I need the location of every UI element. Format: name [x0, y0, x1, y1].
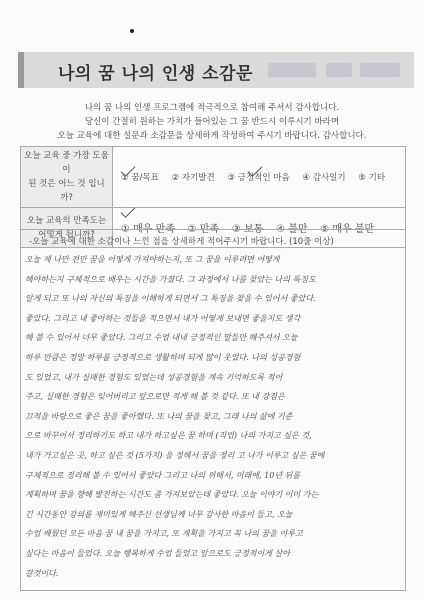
essay-handwritten-line: 해 볼 수 있어서 너무 좋았다. 그리고 수업 내내 긍정적인 말들만 해주셔서 오늘	[25, 333, 298, 343]
page-title: 나의 꿈 나의 인생 소감문	[58, 64, 253, 84]
essay-handwritten-line: 수업 배웠던 모든 마음 꿈 내 꿈을 가지고, 또 계획을 가지고 꼭 나의 꿈을 이루고	[25, 529, 303, 539]
title-bar	[18, 52, 414, 88]
essay-question: -오늘 교육에 대한 소감이나 느낀 점을 상세하게 적어주시기 바랍니다. (10줄 이상)	[29, 237, 334, 247]
essay-box[interactable]	[20, 229, 406, 591]
essay-handwritten-line: 오늘 제 나만 전만 꿈을 어떻게 가져야하는지, 또 그 꿈을 이루려면 어떻게	[25, 255, 280, 264]
option-dream-goal[interactable]: ① 꿈/목표	[121, 173, 159, 183]
option-dissatisfied[interactable]: ④ 불만	[276, 224, 308, 235]
option-very-dissatisfied[interactable]: ⑤ 매우 불만	[320, 224, 375, 235]
essay-handwritten-line: 긴 시간동안 강의를 재미있게 해주신 선생님께 너무 감사한 마음이 들고, 오늘	[25, 509, 293, 519]
question-label-line: 된 것은 어느 것 입니까?	[28, 179, 105, 203]
question-options	[113, 147, 406, 208]
option-positive-mind[interactable]: ③ 긍정적인 마음	[227, 173, 290, 183]
option-gratitude-journal[interactable]: ④ 감사일기	[302, 173, 346, 183]
essay-handwritten-line: 해야하는지 구체적으로 배우는 시간을 가졌다. 그 과정에서 나를 찾았는 나의 특징도	[25, 274, 316, 284]
intro-line: 오늘 교육에 대한 설문과 소감문을 상세하게 작성하여 주시기 바랍니다. 감사합니다.	[57, 131, 367, 141]
redacted-name-block	[268, 63, 316, 77]
redacted-name-block	[360, 63, 400, 77]
option-satisfied[interactable]: ② 만족	[187, 224, 220, 235]
option-very-satisfied[interactable]: ① 매우 만족	[121, 224, 175, 235]
essay-handwritten-line: 갈것이다.	[25, 568, 59, 578]
essay-handwritten-line: 좋았다. 그리고 내 좋아하는 것들을 적으면서 내가 어떻게 보내면 좋을지도 생각	[25, 313, 301, 323]
essay-handwritten-line: 구체적으로 정리해 볼 수 있어서 좋았다 그리고 나의 위해서, 미래에, 10년 뒤를	[25, 470, 301, 480]
option-other[interactable]: ⑤ 기타	[358, 173, 386, 183]
essay-handwritten-line: 하루 만큼은 정말 하루를 긍정적으로 생활하며 되게 많이 웃었다. 나의 성공경험	[25, 353, 301, 362]
essay-handwritten-line: 내가 가고싶은 곳, 하고 싶은 것 (5가지) 을 정해서 꿈을 정리 고 나가 이루고 싶은 꿈에	[25, 451, 325, 460]
option-self-discovery[interactable]: ② 자기발견	[171, 173, 215, 183]
essay-handwritten-line: 으로 바꾸어서 정리하기도 하고 내가 하고싶은 꿈 하며 (직업) 나의 가지고 싶은 것,	[25, 431, 312, 441]
essay-handwritten-line: 계획하며 꿈을 향해 발전하는 시간도 좀 가져보았는데 좋았다. 오늘 이야기 이미 가는	[25, 490, 319, 500]
essay-handwritten-line: 주고, 실패한 경험은 잊어버리고 앞으로만 적게 해 볼 것 같다. 또 내 강점은	[25, 392, 285, 402]
essay-handwritten-line: 싶다는 마음이 들었다. 오늘 행복하게 수업 들었고 앞으로도 긍정적이게 살아	[25, 549, 290, 558]
essay-handwritten-line: 도 있었고, 내가 실패한 경험도 있었는데 성공경험을 계속 기억하도록 적어	[25, 372, 283, 382]
intro-line: 당신이 간절히 원하는 가치가 들어있는 그 꿈 반드시 이루시기 바라며	[84, 117, 340, 127]
essay-handwritten-line: 끄적을 바탕으로 좋은 꿈을 좋아했다. 또 나의 꿈을 찾고, 그래 나의 삶에 기준	[25, 411, 293, 421]
intro-line: 나의 꿈 나의 인생 프로그램에 적극적으로 참여해 주셔서 감사합니다.	[84, 103, 340, 113]
question-row	[21, 147, 406, 208]
redacted-name-block	[326, 63, 352, 77]
intro-text	[20, 101, 404, 143]
question-label-line: 오늘 교육의 만족도는	[26, 215, 107, 226]
option-neutral[interactable]: ③ 보통	[231, 224, 264, 235]
question-label-line: 오늘 교육 중 가장 도움이	[24, 151, 109, 175]
question-label	[21, 147, 113, 208]
question-label-line: 어떻게 됩니까?	[38, 229, 95, 240]
ink-dot	[130, 29, 134, 33]
essay-handwritten-line: 알게 되고 또 나의 자신의 특징을 이해하게 되면서 그 특징을 찾을 수 있어서 좋았다.	[25, 294, 316, 304]
title-accent	[18, 52, 24, 88]
